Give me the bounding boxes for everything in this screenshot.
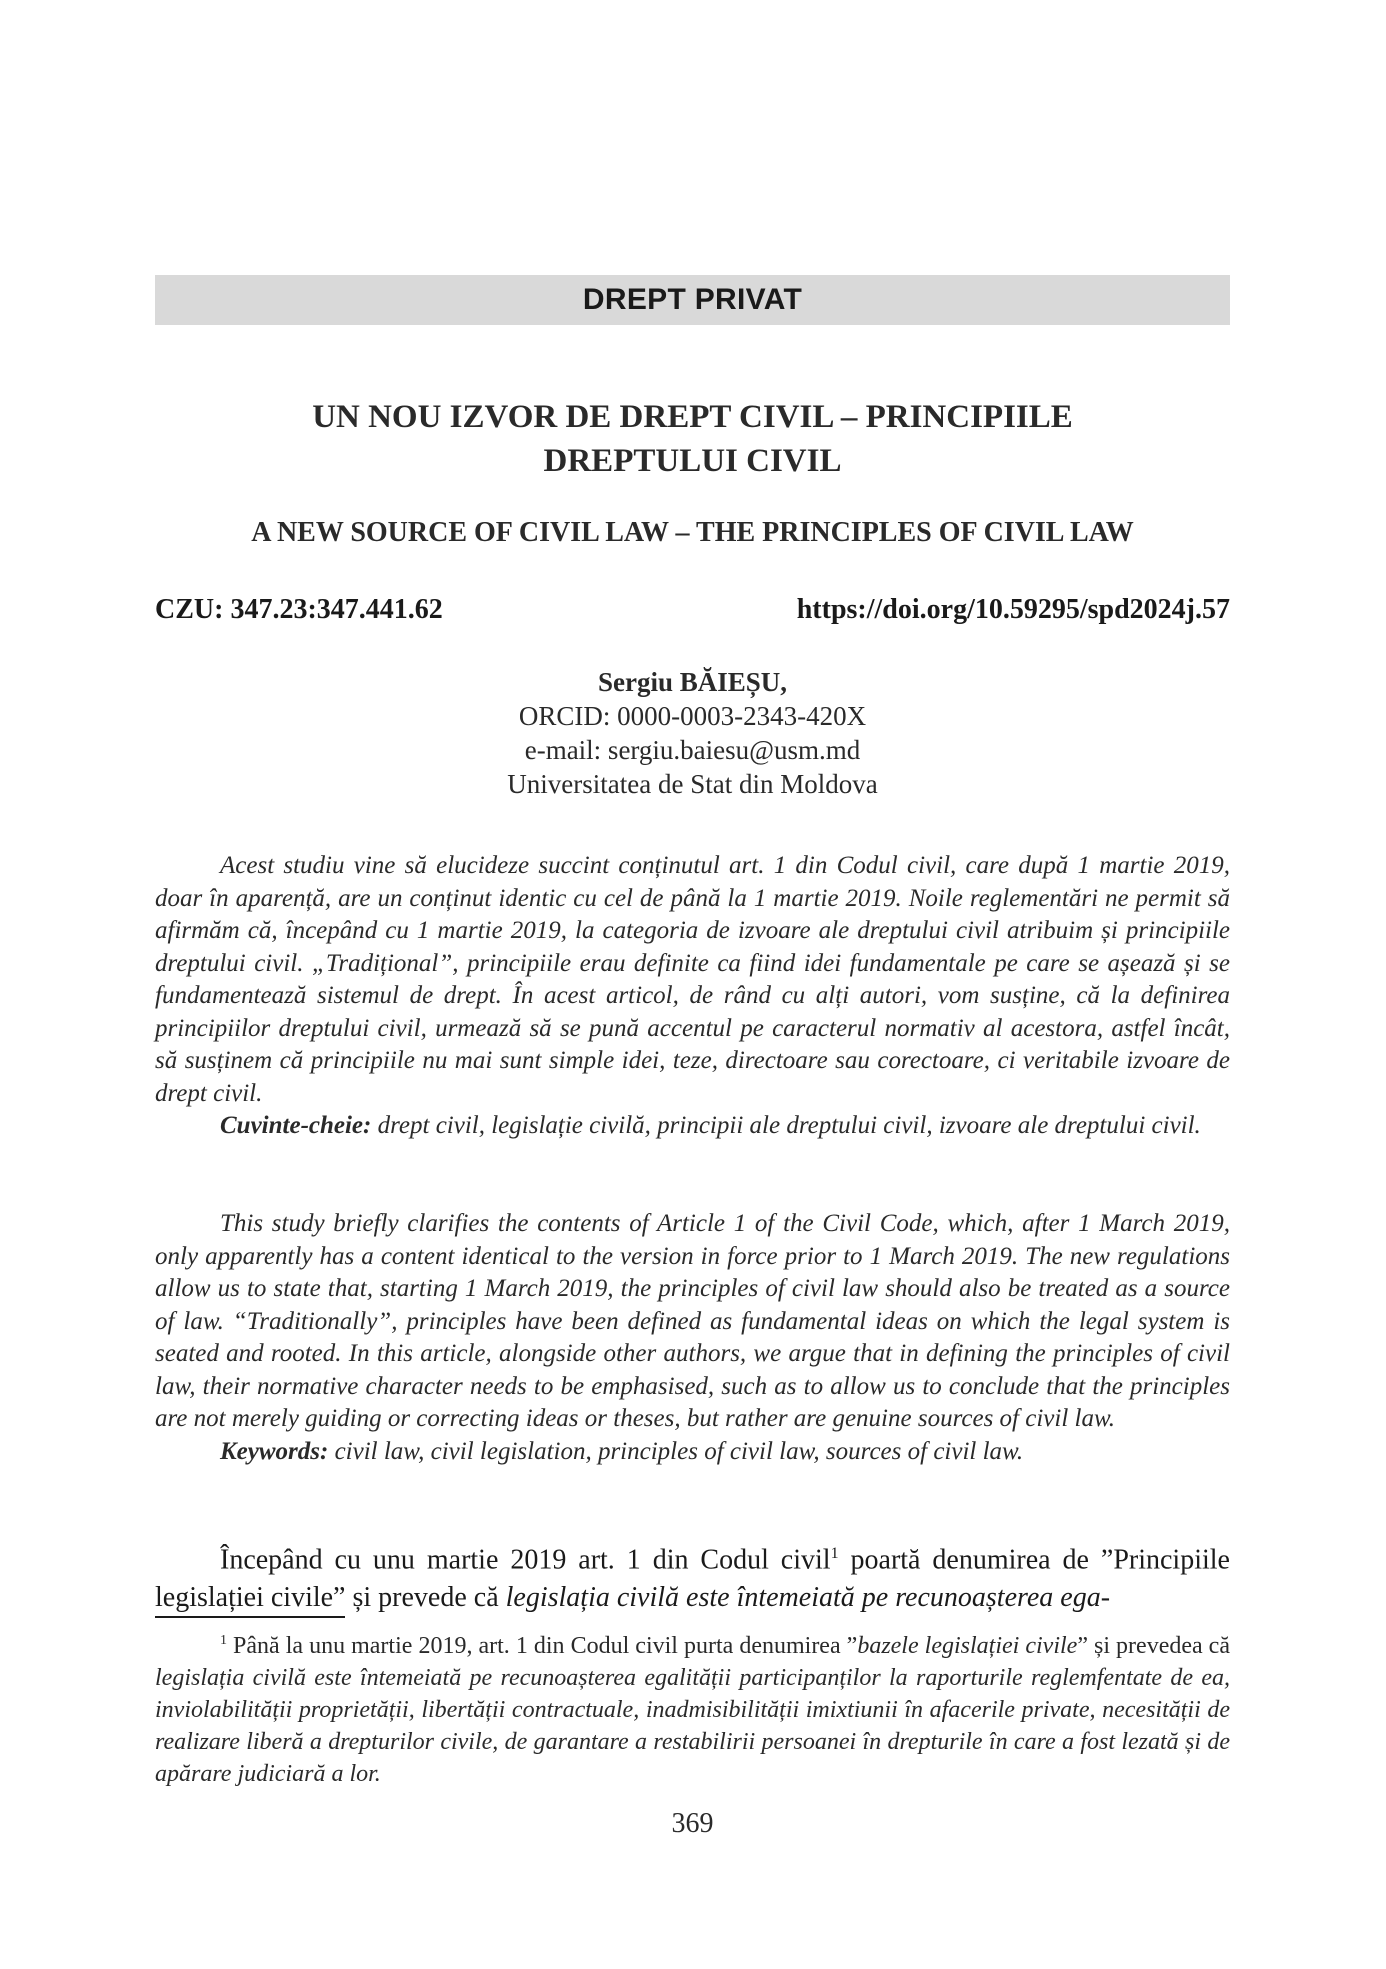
body-paragraph	[155, 1535, 1230, 1617]
body-lead: Începând cu unu martie 2019 art. 1 din Codul civil	[220, 1544, 831, 1576]
footnote-mark: 1	[220, 1633, 227, 1648]
abstract-english	[155, 1208, 1230, 1468]
footnote-italic-1: bazele legislației civile	[857, 1633, 1078, 1659]
footnote-lead: Până la unu martie 2019, art. 1 din Codul civil purta denumirea ”	[227, 1633, 858, 1659]
section-label: DREPT PRIVAT	[582, 283, 803, 316]
abstract-romanian	[155, 850, 1230, 1143]
page-number: 369	[671, 1808, 714, 1839]
author-name: Sergiu BĂIEȘU,	[597, 667, 788, 697]
czu-code: CZU: 347.23:347.441.62	[155, 594, 443, 625]
author-email[interactable]: e-mail: sergiu.baiesu@usm.md	[524, 735, 861, 765]
title-line-2: DREPTULUI CIVIL	[543, 443, 842, 479]
title-line-1: UN NOU IZVOR DE DREPT CIVIL – PRINCIPIILE	[312, 399, 1073, 435]
keywords-en	[155, 1436, 1230, 1469]
author-affiliation: Universitatea de Stat din Moldova	[507, 769, 878, 799]
footnote-reference[interactable]: 1	[830, 1545, 839, 1562]
keywords-ro-label: Cuvinte-cheie:	[220, 1112, 372, 1139]
footnote-italic-2: legislația civilă este întemeiată pe recunoașterea egalității participanților la raporturile reglemfentate de ea, inviolabilității proprietății, libertății contractuale, inadmisibilității imixtiunii în afacerile private, necesității de realizare liberă a drepturilor civile, de garantare a restabilirii persoanei în drepturile în care a fost lezată și de apărare judiciară a lor.	[155, 1665, 1230, 1787]
body-italic: legislația civilă este întemeiată pe recunoașterea ega-	[505, 1582, 1111, 1614]
keywords-en-label: Keywords:	[220, 1437, 329, 1465]
article-title-romanian	[155, 395, 1230, 483]
footnote-mid: ” și prevedea că	[1077, 1633, 1230, 1659]
author-orcid: ORCID: 0000-0003-2343-420X	[518, 701, 867, 731]
abstract-en-text: This study briefly clarifies the contents of Article 1 of the Civil Code, which, after 1 March 2019, only apparently has a content identical to the version in force prior to 1 March 2019. The new regulations allow us to state that, starting 1 March 2019, the principles of civil law should also be treated as a source of law. “Traditionally”, principles have been defined as fundamental ideas on which the legal system is seated and rooted. In this article, alongside other authors, we argue that in defining the principles of civil law, their normative character needs to be emphasised, such as to allow us to conclude that the principles are not merely guiding or correcting ideas or theses, but rather are genuine sources of civil law.	[155, 1210, 1230, 1432]
doi-link[interactable]: https://doi.org/10.59295/spd2024j.57	[796, 594, 1230, 625]
keywords-en-list: civil law, civil legislation, principles of civil law, sources of civil law.	[328, 1437, 1024, 1465]
abstract-ro-text: Acest studiu vine să elucideze succint conținutul art. 1 din Codul civil, care după 1 martie 2019, doar în aparență, are un conținut identic cu cel de până la 1 martie 2019. Noile reglementări ne permit să afirmăm că, începând cu 1 martie 2019, la categoria de izvoare ale dreptului civil atribuim și principiile dreptului civil. „Tradițional”, principiile erau definite ca fiind idei fundamentale pe care se așează și se fundamentează sistemul de drept. În acest articol, de rând cu alți autori, vom susține, că la definirea principiilor dreptului civil, urmează să se pună accentul pe caracterul normativ al acestora, astfel încât, să susținem că principiile nu mai sunt simple idei, teze, directoare sau corectoare, ci veritabile izvoare de drept civil.	[155, 852, 1230, 1107]
article-title-english: A NEW SOURCE OF CIVIL LAW – THE PRINCIPLES OF CIVIL LAW	[251, 517, 1134, 548]
footnote	[155, 1625, 1230, 1790]
body-middle: poartă denumirea de ”Principiile legislației civile” și prevede că	[155, 1544, 1230, 1614]
section-banner	[155, 275, 1230, 325]
footnote-divider	[155, 1616, 345, 1618]
keywords-ro-list: drept civil, legislație civilă, principii ale dreptului civil, izvoare ale dreptului civil.	[371, 1112, 1201, 1139]
keywords-ro	[155, 1110, 1230, 1143]
article-meta	[155, 592, 1230, 628]
author-block	[155, 665, 1230, 801]
